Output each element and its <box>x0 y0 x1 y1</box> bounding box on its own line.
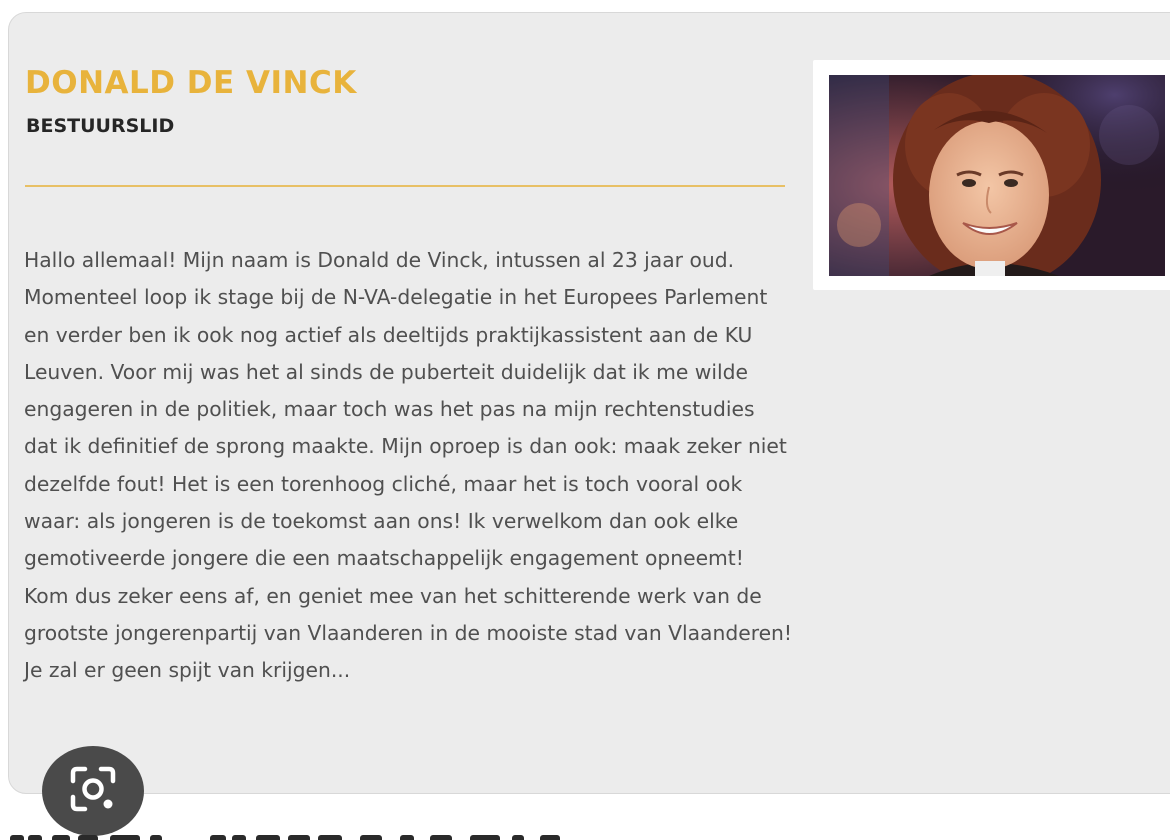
divider <box>25 185 785 187</box>
lens-camera-icon <box>67 763 119 819</box>
profile-photo-image <box>829 75 1165 276</box>
photo-frame <box>813 60 1170 290</box>
profile-photo <box>829 75 1165 276</box>
profile-name: DONALD DE VINCK <box>25 65 357 101</box>
cropped-caption <box>0 826 620 840</box>
lens-search-button[interactable] <box>42 746 144 836</box>
profile-role: BESTUURSLID <box>26 115 175 137</box>
profile-bio: Hallo allemaal! Mijn naam is Donald de Vinck, intussen al 23 jaar oud. Momenteel loop ik stage bij de N-VA-delegatie in het Europees Parlement en verder ben ik ook nog actief als deeltijds praktijkassistent aan de KU Leuven. Voor mij was het al sinds de puberteit duidelijk dat ik me wilde engageren in de politiek, maar toch was het pas na mijn rechtenstudies dat ik definitief de sprong maakte. Mijn oproep is dan ook: maak zeker niet dezelfde fout! Het is een torenhoog cliché, maar het is toch vooral ook waar: als jongeren is de toekomst aan ons! Ik verwelkom dan ook elke gemotiveerde jongere die een maatschappelijk engagement opneemt! Kom dus zeker eens af, en geniet mee van het schitterende werk van de grootste jongerenpartij van Vlaanderen in de mooiste stad van Vlaanderen! Je zal er geen spijt van krijgen... <box>24 248 793 683</box>
profile-card <box>8 12 1170 794</box>
